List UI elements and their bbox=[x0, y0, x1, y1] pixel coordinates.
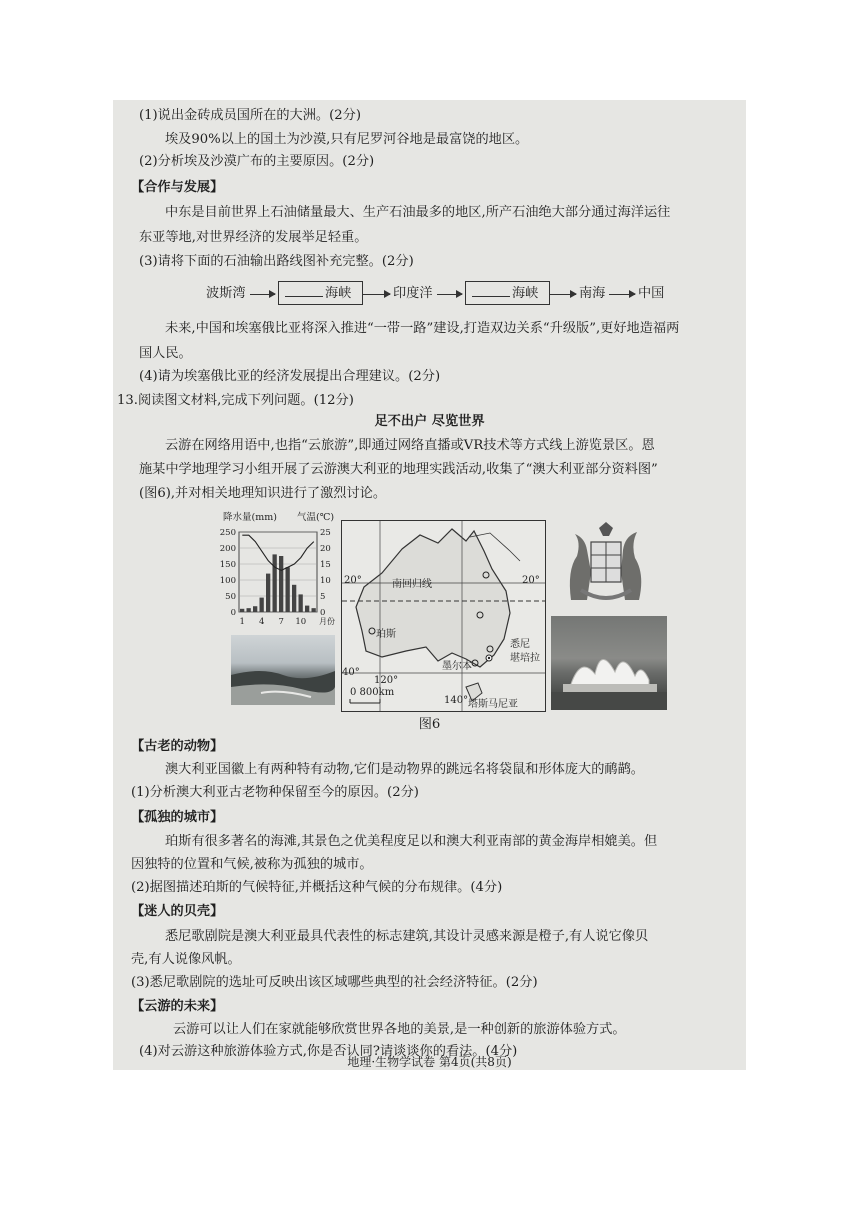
month-tick-label: 4 bbox=[259, 617, 265, 627]
temp-tick-label: 0 bbox=[320, 608, 326, 618]
route-sea: 南海 bbox=[579, 286, 606, 301]
precip-bar bbox=[312, 608, 316, 612]
perth-coast-photo bbox=[231, 635, 335, 705]
precip-bar bbox=[253, 606, 257, 612]
q13-text-3: (图6),并对相关地理知识进行了激烈讨论。 bbox=[139, 486, 387, 501]
coop-heading: 【合作与发展】 bbox=[131, 180, 224, 195]
page-footer: 地理·生物学试卷 第4页(共8页) bbox=[347, 1055, 512, 1069]
precip-bar bbox=[240, 609, 244, 612]
question-12-4: (4)请为埃塞俄比亚的经济发展提出合理建议。(2分) bbox=[139, 369, 441, 384]
egypt-text: 埃及90%以上的国土为沙漠,只有尼罗河谷地是最富饶的地区。 bbox=[165, 132, 529, 147]
precip-tick-label: 0 bbox=[230, 608, 236, 618]
shell-heading: 【迷人的贝壳】 bbox=[131, 904, 224, 919]
cloud-text: 云游可以让人们在家就能够欣赏世界各地的美景,是一种创新的旅游体验方式。 bbox=[173, 1022, 626, 1037]
temp-tick-label: 20 bbox=[320, 544, 331, 554]
q13-text-1: 云游在网络用语中,也指“云旅游”,即通过网络直播或VR技术等方式线上游览景区。恩 bbox=[165, 438, 655, 453]
temp-tick-label: 15 bbox=[320, 560, 331, 570]
precip-axis-label: 降水量(mm) bbox=[223, 512, 277, 523]
month-tick-label: 7 bbox=[278, 617, 284, 627]
precip-bar bbox=[247, 608, 251, 612]
strait-label-2: 海峡 bbox=[512, 286, 539, 301]
coat-of-arms-image bbox=[551, 520, 661, 606]
city-heading: 【孤独的城市】 bbox=[131, 810, 224, 825]
melbourne-label: 墨尔本 bbox=[442, 661, 472, 672]
route-end: 中国 bbox=[638, 286, 665, 301]
question-13-1: (1)分析澳大利亚古老物种保留至今的原因。(2分) bbox=[131, 785, 419, 800]
precip-tick-label: 250 bbox=[219, 528, 236, 538]
question-12-1: (1)说出金砖成员国所在的大洲。(2分) bbox=[139, 108, 361, 123]
route-start: 波斯湾 bbox=[206, 286, 246, 301]
temp-tick-label: 25 bbox=[320, 528, 331, 538]
precip-bar bbox=[279, 556, 283, 612]
city-text-1: 珀斯有很多著名的海滩,其景色之优美程度足以和澳大利亚南部的黄金海岸相媲美。但 bbox=[165, 834, 658, 849]
figure-6 bbox=[113, 100, 746, 740]
lon-140-label: 140° bbox=[444, 695, 469, 706]
route-middle: 印度洋 bbox=[393, 286, 433, 301]
precip-bar bbox=[260, 598, 264, 612]
lat-40-label: 40° bbox=[342, 667, 360, 678]
canberra-label: 堪培拉 bbox=[510, 653, 540, 664]
perth-label: 珀斯 bbox=[376, 629, 396, 640]
future-text-2: 国人民。 bbox=[139, 346, 192, 361]
city-text-2: 因独特的位置和气候,被称为孤独的城市。 bbox=[131, 857, 373, 872]
exam-page bbox=[113, 100, 746, 1070]
precip-tick-label: 150 bbox=[219, 560, 236, 570]
temp-tick-label: 5 bbox=[320, 592, 326, 602]
animals-heading: 【古老的动物】 bbox=[131, 739, 224, 754]
sydney-opera-house-photo bbox=[551, 616, 667, 710]
figure-caption: 图6 bbox=[418, 717, 441, 732]
question-12-3: (3)请将下面的石油输出路线图补充完整。(2分) bbox=[139, 254, 414, 269]
month-tick-label: 1 bbox=[239, 617, 245, 627]
temp-tick-label: 10 bbox=[320, 576, 331, 586]
animals-text: 澳大利亚国徽上有两种特有动物,它们是动物界的跳远名将袋鼠和形体庞大的鸸鹋。 bbox=[165, 762, 644, 777]
lon-120-label: 120° bbox=[374, 675, 399, 686]
future-text-1: 未来,中国和埃塞俄比亚将深入推进“一带一路”建设,打造双边关系“升级版”,更好地造福两 bbox=[165, 321, 680, 336]
cloud-heading: 【云游的未来】 bbox=[131, 999, 224, 1014]
lat-20-right-label: 20° bbox=[522, 575, 540, 586]
question-13-2: (2)据图描述珀斯的气候特征,并概括这种气候的分布规律。(4分) bbox=[131, 880, 503, 895]
tasmania-label: 塔斯马尼亚 bbox=[468, 699, 518, 710]
precip-bar bbox=[292, 585, 296, 612]
tropic-label: 南回归线 bbox=[392, 579, 432, 590]
question-13-4: (4)对云游这种旅游体验方式,你是否认同?请谈谈你的看法。(4分) bbox=[139, 1044, 518, 1059]
sydney-label: 悉尼 bbox=[510, 639, 530, 650]
shell-text-2: 壳,有人说像风帆。 bbox=[131, 952, 241, 967]
q13-text-2: 施某中学地理学习小组开展了云游澳大利亚的地理实践活动,收集了“澳大利亚部分资料图” bbox=[139, 462, 658, 477]
lat-20-label: 20° bbox=[344, 575, 362, 586]
temperature-line bbox=[242, 535, 313, 570]
question-13-3: (3)悉尼歌剧院的选址可反映出该区域哪些典型的社会经济特征。(2分) bbox=[131, 975, 538, 990]
q13-title: 足不出户 尽览世界 bbox=[374, 414, 485, 429]
question-13-intro: 13.阅读图文材料,完成下列问题。(12分) bbox=[117, 393, 354, 408]
scale-label: 0 800km bbox=[350, 687, 395, 698]
temp-axis-label: 气温(℃) bbox=[297, 512, 335, 523]
precip-bar bbox=[273, 554, 277, 612]
precip-tick-label: 200 bbox=[219, 544, 236, 554]
precip-bar bbox=[286, 567, 290, 612]
australia-map bbox=[341, 520, 546, 712]
precip-tick-label: 50 bbox=[225, 592, 236, 602]
precip-bar bbox=[266, 574, 270, 612]
coop-text-2: 东亚等地,对世界经济的发展举足轻重。 bbox=[139, 230, 368, 245]
strait-label-1: 海峡 bbox=[325, 286, 352, 301]
precip-bar bbox=[305, 606, 309, 612]
precip-tick-label: 100 bbox=[219, 576, 236, 586]
question-12-2: (2)分析埃及沙漠广布的主要原因。(2分) bbox=[139, 154, 375, 169]
month-unit-label: 月份 bbox=[319, 617, 335, 626]
month-tick-label: 10 bbox=[295, 617, 307, 627]
chart-frame bbox=[239, 532, 317, 612]
shell-text-1: 悉尼歌剧院是澳大利亚最具代表性的标志建筑,其设计灵感来源是橙子,有人说它像贝 bbox=[165, 929, 649, 944]
perth-climate-chart bbox=[217, 508, 343, 630]
coop-text-1: 中东是目前世界上石油储量最大、生产石油最多的地区,所产石油绝大部分通过海洋运往 bbox=[165, 205, 671, 220]
precip-bar bbox=[299, 594, 303, 612]
